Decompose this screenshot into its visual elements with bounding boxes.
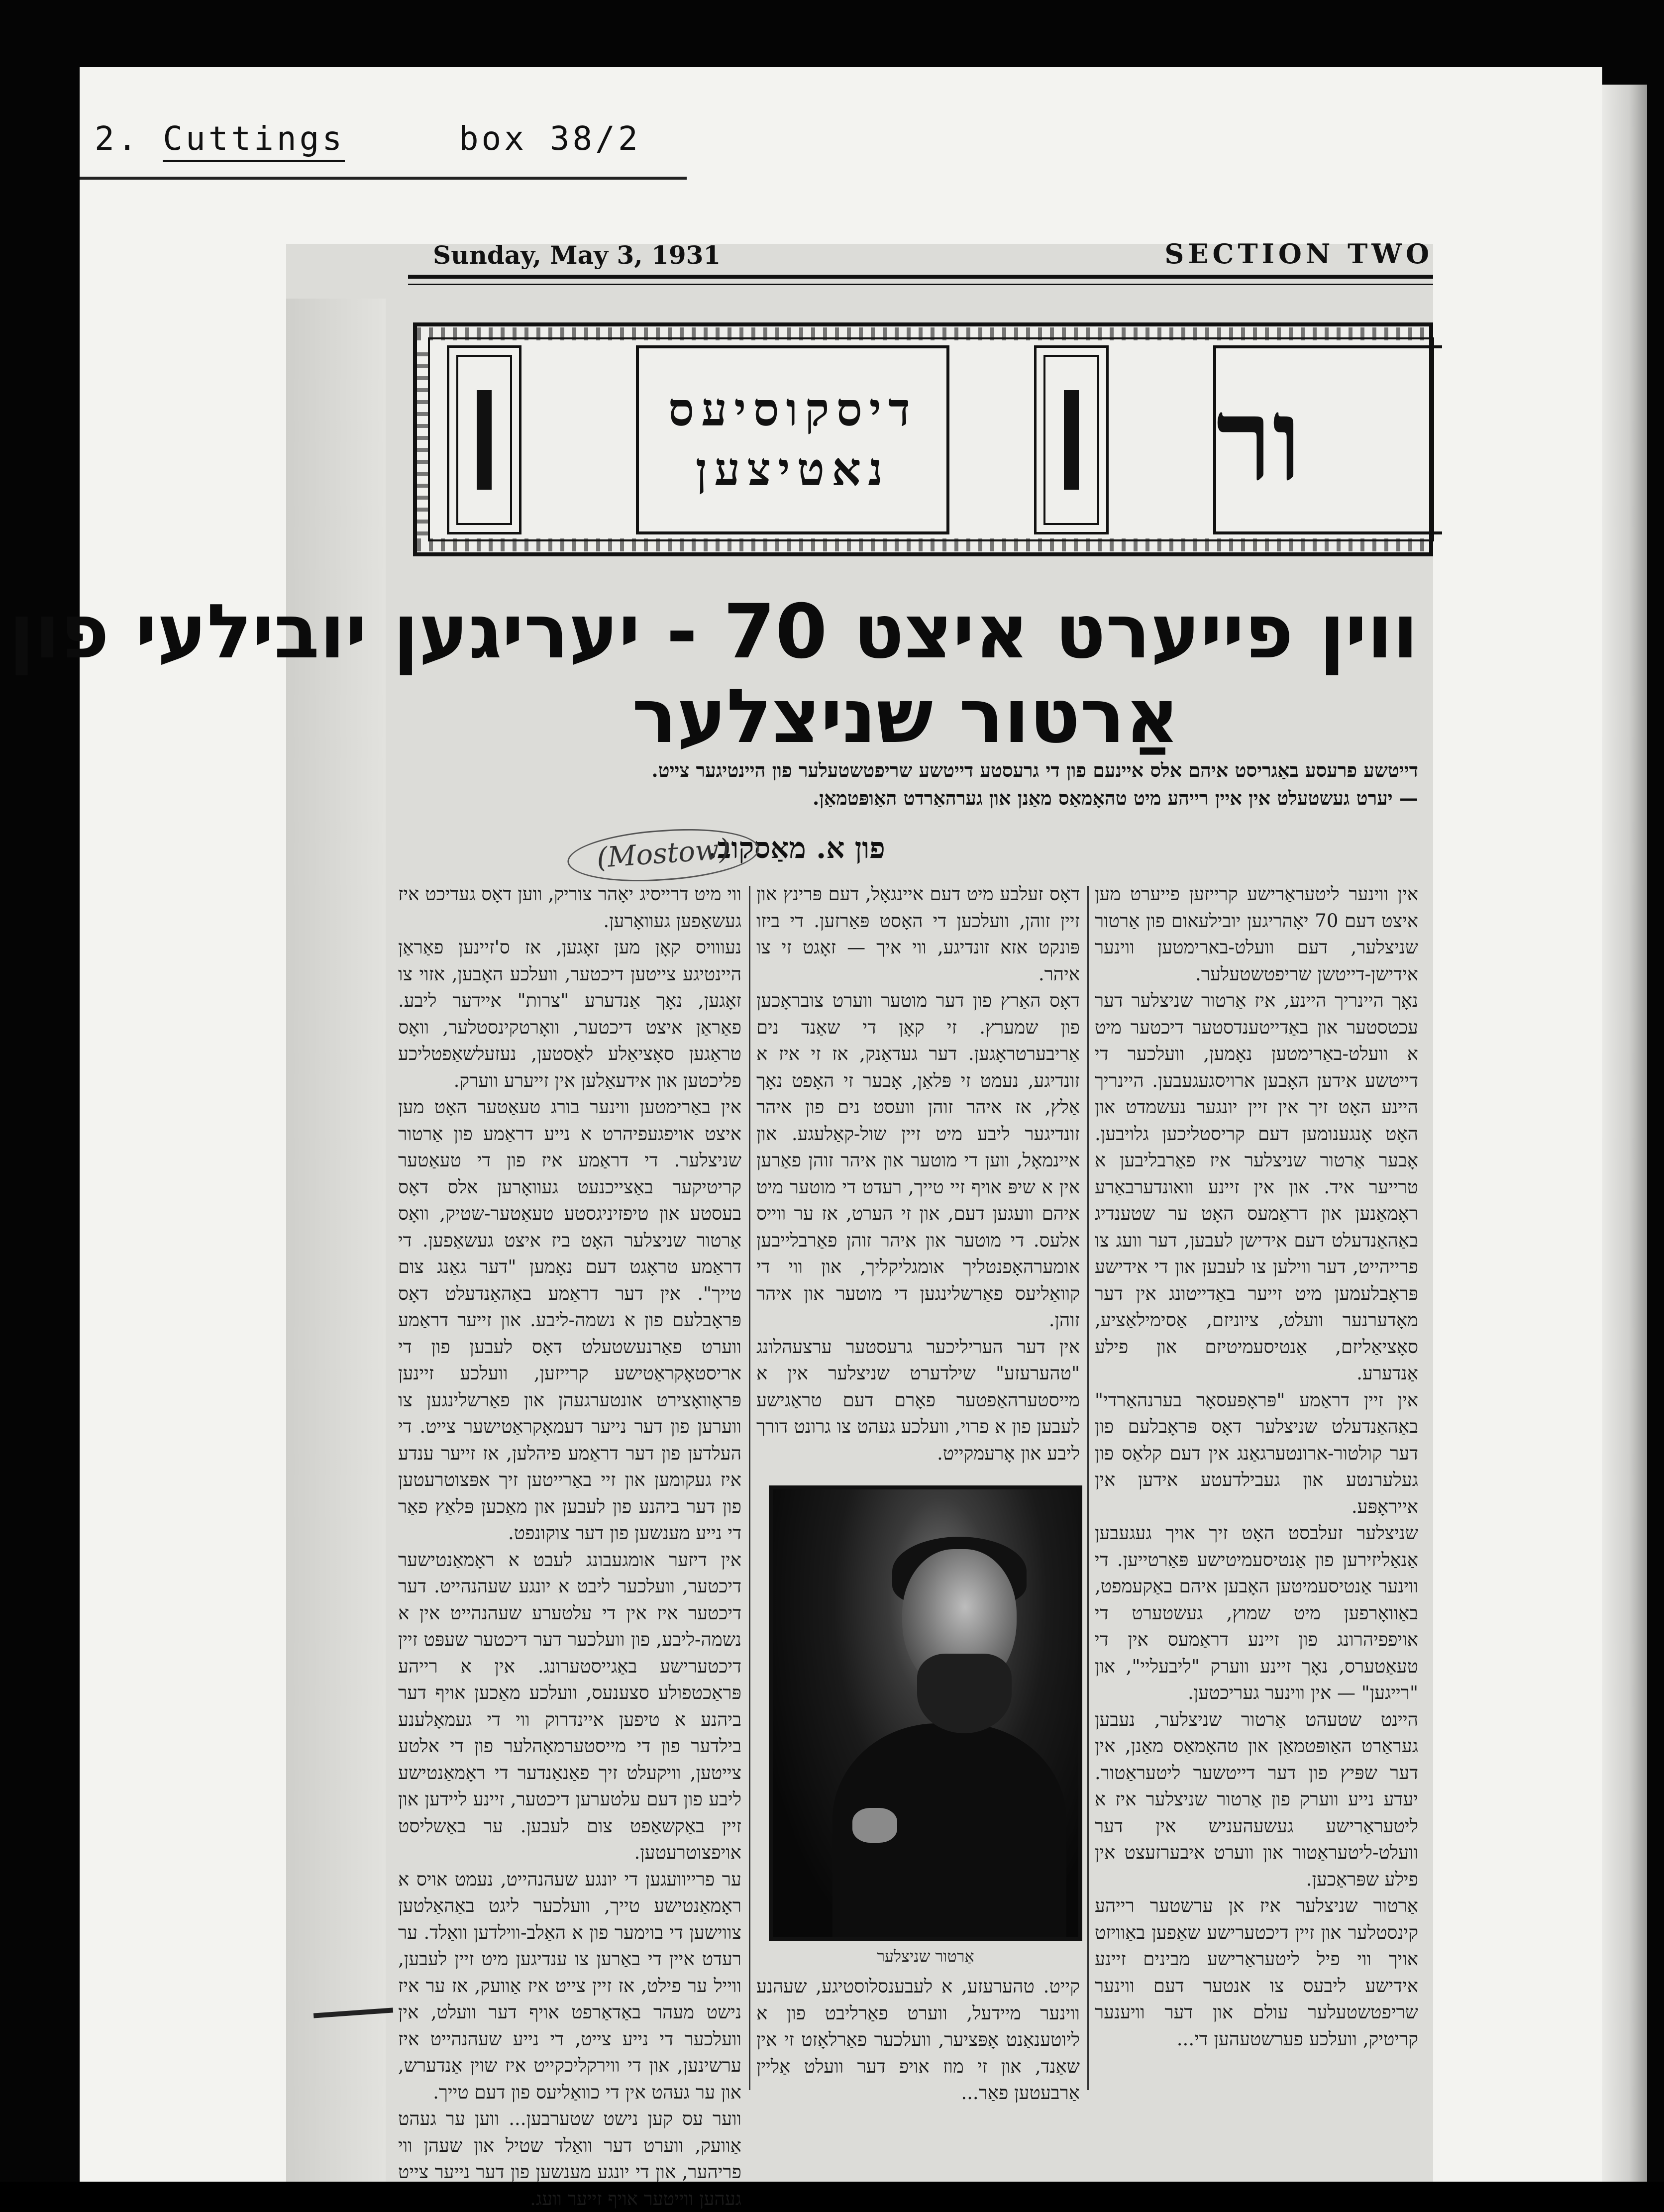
portrait-hand xyxy=(852,1808,897,1843)
label-underline-rule xyxy=(80,177,687,180)
mount-sheet-edge xyxy=(1602,85,1647,2182)
label-box: box 38/2 xyxy=(458,119,641,158)
newspaper-section: SECTION TWO xyxy=(1164,238,1433,270)
label-number: 2. xyxy=(95,119,140,158)
dateline-rule-thin xyxy=(408,284,1433,285)
column-divider-right xyxy=(1087,886,1089,2090)
banner-panel-line2: נאטיצען xyxy=(695,442,890,496)
paragraph: קייט. טהערעזע, א לעבענסלוסטיגע, שעהנע ווינער מיידעל, ווערט פאַרליבט פון א ליוטענאַנט אָפּציער, וועלכער פאַרלאָזט זי אין שאַנד, און זי מוז אויפ דער וועלט אַליין אַרבעטען פאַר... xyxy=(756,1976,1080,2104)
banner-masthead: ור xyxy=(1213,345,1442,534)
headline-line2: אַרטור שניצלער xyxy=(631,673,1180,760)
column-divider-left xyxy=(749,886,750,2090)
paragraph: ווי מיט דרייסיג יאָהר צוריק, ווען דאָס געדיכט איז געשאַפען געוואָרען. xyxy=(398,883,741,932)
banner-ornament-bottom xyxy=(417,538,1429,551)
paragraph: ווער עס קען נישט שטערבען... ווען ער געהט אַוועק, ווערט דער וואַלד שטיל און שעהן ווי פריהער, און די יונגע מענשען פון דער נייער צייט געהען ווייטער אויף זייער וועג. xyxy=(398,2108,741,2210)
paragraph: דאָס זעלבע מיט דעם איינגאָל, דעם פּרינץ און זיין זוהן, וועלכען די האָסט פּאַרזען. די ביזו פּונקט אזא זונדיגע, ווי איך — זאָגט זי צו איהר. xyxy=(756,883,1080,985)
article-subhead xyxy=(398,756,1418,812)
ornamental-banner xyxy=(413,322,1433,556)
paragraph: נאָך היינריך היינע, איז אַרטור שניצלער דער עכטסטער און באַדייטענדסטער דיכטער מיט א וועלט-באַרימטען נאָמען, וועלכער די דייטשע אידען האָבען ארויסגעגעבען. היינריך היינע האָט זיך אין זיין יונגער נעשמדט און האָט אָנגענומען דעם קריסטליכען גלויבען. אָבער אַרטור שניצלער איז פאַרבליבען א טרייער איד. און אין זיינע וואונדערבאַרע ראָמאַנען און דראַמעס האָט ער שטענדיג באַהאַנדעלט דעם אידישן לעבען, דער וועג צו פרייהייט, דער ווילען צו לעבען און די אידישע פּראָבלעמען מיט זייער באַדייטונג אין דער מאָדערנער וועלט, ציוניזם, אַסימילאַציע, סאָציאַליזם, אַנטיסעמיטיזם און פילע אַנדערע. xyxy=(1095,990,1418,1384)
paragraph: היינט שטעהט אַרטור שניצלער, נעבען געראַרט האַופּטמאַן און טהאָמאַס מאַנן, אין דער שפּיץ פון דער דייטשער ליטעראַטור. יעדע נייע ווערק פון אַרטור שניצלער איז א ליטעראַרישע געשעהעניש אין דער וועלט-ליטעראַטור און ווערט איבערזעצט אין פילע שפּראַכען. xyxy=(1095,1708,1419,1890)
headline-line1: ווין פייערט איצט 70 - יעריגען יובילעי פון xyxy=(8,589,1418,675)
article-column-middle xyxy=(756,881,1080,1468)
portrait-photo xyxy=(769,1485,1082,1941)
paragraph: אַרטור שניצלער איז אן ערשטער רייהע קינסטלער און זיין דיכטערישע שאַפען באַוויזט אויך ווי פיל ליטעראַרישע מבינים זיינע אידישע ליבעס צו אנטער דעם ווינער שריפטשטעלער עולם און דער וויענער קריטיק, וועלכע פערשטעהען די... xyxy=(1095,1895,1418,2050)
banner-ornament-panel-right xyxy=(1034,345,1109,534)
archive-label xyxy=(95,119,641,158)
banner-panel-line1: דיסקוסיעס xyxy=(668,383,918,437)
article-column-left xyxy=(398,881,741,2210)
banner-ornament-left xyxy=(417,346,430,535)
photo-caption: אַרטור שניצלער xyxy=(877,1947,974,1966)
portrait-beard xyxy=(917,1654,1012,1733)
subhead-line2: — יערט געשטעלט אין איין רייהע מיט טהאָמאַס מאַנן און גערהאַרדט האַופּטמאַן. xyxy=(812,787,1418,809)
article-headline xyxy=(8,589,1418,760)
subhead-line1: דייטשע פרעסע באַגריסט איהם אלס איינעם פון די גרעסטע דייטשע שריפטשטעלער פון היינטיגער צייט. xyxy=(651,759,1418,781)
paragraph: אין באַרימטען ווינער בורג טעאַטער האָט מען איצט אויפגעפיהרט א נייע דראַמע פון אַרטור שניצלער. די דראַמע איז פון די טעאַטער קריטיקער באַצייכנעט געוואָרען אלס דאָס בעסטע און טיפזיניגסטע טעאַטער-שטיק, וואָס אַרטור שניצלער האָט ביז איצט געשאַפען. די דראַמע טראָגט דעם נאָמען "דער גאַנג צום טייך". אין דער דראַמע באַהאַנדעלט דאָס פּראָבלעם פון א נשמה-ליבע. און זייער דראַמע ווערט פאַרנעשטעלט דאָס לעבען פון די אריסטאָקראַטישע קרייזען, וועלכע זיינען פּראָוואָצירט אונטערגעהן און פאַרשלינגען צו ווערען פון דער נייער דעמאָקראַטישער צייט. די העלדען פון דער דראַמע פיהלען, אז זייער ענדע איז געקומען און זיי באַרייטען זיך אפּצוטרעטען פון דער ביהנע פון לעבען און מאַכען פּלאַץ פאַר די נייע מענשען פון דער צוקונפט. xyxy=(398,1096,741,1544)
handwritten-annotation: (Mostow) xyxy=(566,824,761,887)
clipping-left-margin xyxy=(286,299,386,2182)
paragraph: דאָס האַרץ פון דער מוטער ווערט צובראָכען פון שמערץ. זי קאָן די שאַנד נים אַריבערטראָגען. דער געדאַנק, אז זי איז א זונדיגע, נעמט זי פּלאַן, אָבער זי האָפט נאָך אַלץ, אז איהר זוהן וועסט נים פון איהר זונדיגער ליבע מיט זיין שול-קאַלעגע. און איינמאָל, ווען די מוטער און איהר זוהן פאַרען אין א שיפּ אויף זיי טייך, רעדט די מוטער מיט איהם וועגען דעם, און זי הערט, אז ער ווייס אלעס. די מוטער און איהר זוהן פאַרבלייבען אומערהאָפנטליך אומגליקליך, און ווי די קוואַליעס פאַרשלינגען די מוטער און איהר זוהן. xyxy=(756,990,1080,1331)
newspaper-dateline xyxy=(428,238,1433,273)
banner-section-panel xyxy=(636,345,949,534)
newspaper-date: Sunday, May 3, 1931 xyxy=(433,240,721,270)
paragraph: אין דיזער אומגעבונג לעבט א ראָמאַנטישער דיכטער, וועלכער ליבט א יונגע שעהנהייט. דער דיכטער איז אין די עלטערע שעהנהייט אין א נשמה-ליבע, פון וועלכער דער דיכטער שעפּט זיין דיכטערישע באַגייסטערונג. אין א רייהע פּראַכטפולע סצענעס, וועלכע מאַכען אויף דער ביהנע א טיפען איינדרוק ווי די געמאָלענע בילדער פון די מייסטערמאָהלער פון די אלטע צייטען, וויקעלט זיך פאַנאַנדער די ראָמאַנטישע ליבע פון דעם עלטערען דיכטער, זיינע ליידען און זיין באַקשאַפט צום לעבען. ער באַשליסט אויפצוטרעטען. xyxy=(398,1549,741,1863)
banner-ornament-top xyxy=(417,327,1429,340)
paragraph: נעווויס קאָן מען זאָגען, אז ס'זיינען פאַראַן היינטיגע צייטען דיכטער, וועלכע האָבען, אזוי צו זאָגען, נאָך אַנדערע "צרות" איידער ליבע. פאַראַן איצט דיכטער, וואָרטקינסטלער, וואָס טראַגען סאָציאַלע לאַסטען, נעזעלשאַפטליכע פליכטען און אידעאַלען אין זייערע ווערק. xyxy=(398,937,741,1091)
dateline-rule xyxy=(408,275,1433,279)
label-title: Cuttings xyxy=(163,119,345,162)
paragraph: שניצלער זעלבסט האָט זיך אויך געגעבען אַנאַליזירען פון אַנטיסעמיטישע פּאַרטייען. די ווינער אַנטיסעמיטען האָבען איהם באַקעמפט, באַוואָרפען מיט שמוץ, געשטערט די אויפפיהרונג פון זיינע דראַמעס אין די טעאַטערס, נאָך זיינע ווערק "ליבעליי", און "רייגען" — אין ווינער געריכטען. xyxy=(1095,1522,1418,1703)
article-byline: פון א. מאַסקוב. xyxy=(707,831,885,865)
paragraph: אין זיין דראַמע "פּראָפעסאָר בערנהאַרדי" באַהאַנדעלט שניצלער דאָס פּראָבלעם פון דער קולטור-ארונטערגאַנג אין דעם קלאַס פון געלערנטע און געבילדעטע אידען אין אייראָפּע. xyxy=(1095,1389,1418,1517)
paragraph: אין דער העריליכער גרעסטער ערצעהלונג "טהערעזע" שילדערט שניצלער אין א מייסטערהאַפטער פאָרם דעם טראַגישע לעבען פון א פרוי, וועלכע געהט צו גרונט דורך ליבע און אָרעמקייט. xyxy=(756,1336,1080,1464)
paragraph: אין ווינער ליטעראַרישע קרייזען פייערט מען איצט דעם 70 יאָהריגען יובילעאום פון אַרטור שניצלער, דעם וועלט-בארימטען ווינער אידישן-דייטשן שריפטשטעלער. xyxy=(1095,883,1418,985)
article-column-right xyxy=(1095,881,1418,2100)
banner-ornament-panel-left xyxy=(447,345,521,534)
article-column-middle-bottom xyxy=(756,1973,1080,2104)
paragraph: ער פרייוועגען די יונגע שעהנהייט, נעמט אויס א ראָמאַנטישע טייך, וועלכער ליגט באַהאַלטען צווישען די בוימער פון א האַלב-ווילדען וואַלד. ער רעדט איין די באַרען צו ענדיגען מיט זיין לעבען, ווייל ער פילט, אז זיין צייט איז אַוועק, אז ער איז נישט מעהר באַדאַרפט אויף דער וועלט, אין וועלכער די נייע צייט, די נייע שעהנהייט איז ערשינען, און די ווירקליכקייט איז שוין אַנדערש, און ער געהט אין די כוואַליעס פון דעם טייך. xyxy=(398,1868,741,2103)
